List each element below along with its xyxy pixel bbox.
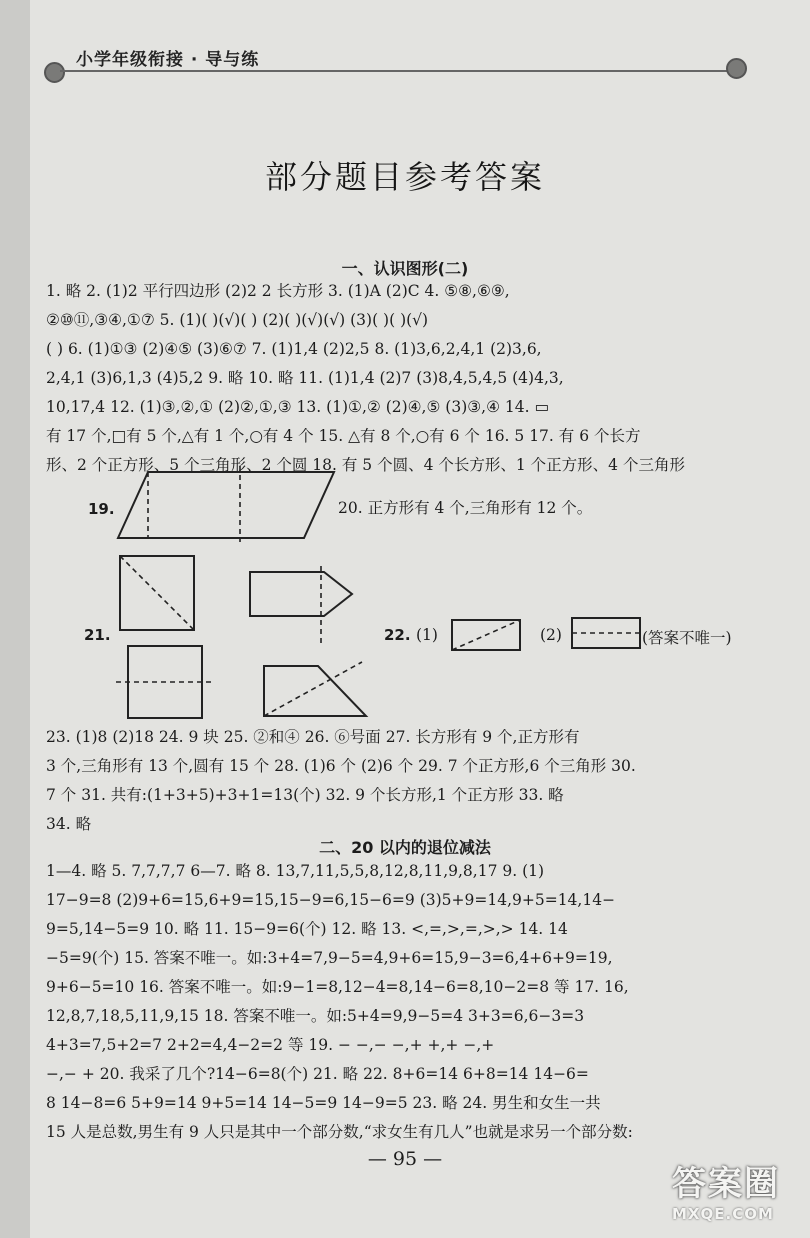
answer-line: 有 17 个,□有 5 个,△有 1 个,○有 4 个 15. △有 8 个,○有 6 个 16. 5 17. 有 6 个长方 [46,427,641,445]
header-book-title: 小学年级衔接 · 导与练 [76,50,260,70]
answer-line: −,− + 20. 我采了几个?14−6=8(个) 21. 略 22. 8+6=14 6+8=14 14−6= [46,1065,589,1083]
q21-square-midline-figure [116,644,216,724]
q20-answer: 20. 正方形有 4 个,三角形有 12 个。 [338,499,593,517]
answer-line: 1. 略 2. (1)2 平行四边形 (2)2 2 长方形 3. (1)A (2)C 4. ⑤⑧,⑥⑨, [46,282,510,300]
answer-line: 17−9=8 (2)9+6=15,6+9=15,15−9=6,15−6=9 (3)5+9=14,9+5=14,14− [46,891,616,909]
watermark-title: 答案圈 [672,1164,780,1204]
section-title-2: 二、20 以内的退位减法 [319,838,491,857]
answer-line: ( ) 6. (1)①③ (2)④⑤ (3)⑥⑦ 7. (1)1,4 (2)2,5 8. (1)3,6,2,4,1 (2)3,6, [46,340,542,358]
q21-label: 21. [84,626,111,644]
answer-line: 9=5,14−5=9 10. 略 11. 15−9=6(个) 12. 略 13. <,=,>,=,>,> 14. 14 [46,920,568,938]
answer-line: 10,17,4 12. (1)③,②,① (2)②,①,③ 13. (1)①,② (2)④,⑤ (3)③,④ 14. ▭ [46,398,550,416]
header-left-dot [44,62,65,83]
answer-line: −5=9(个) 15. 答案不唯一。如:3+4=7,9−5=4,9+6=15,9−3=6,4+6+9=19, [46,949,613,967]
answer-line: 23. (1)8 (2)18 24. 9 块 25. ②和④ 26. ⑥号面 27. 长方形有 9 个,正方形有 [46,728,580,746]
answer-line: 12,8,7,18,5,11,9,15 18. 答案不唯一。如:5+4=9,9−5=4 3+3=6,6−3=3 [46,1007,585,1025]
watermark-logo [672,1156,802,1232]
answer-line: 1—4. 略 5. 7,7,7,7 6—7. 略 8. 13,7,11,5,5,8,12,8,11,9,8,17 9. (1) [46,862,545,880]
answer-line: 4+3=7,5+2=7 2+2=4,4−2=2 等 19. − −,− −,+ +,+ −,+ [46,1036,495,1054]
answer-line: 3 个,三角形有 13 个,圆有 15 个 28. (1)6 个 (2)6 个 29. 7 个正方形,6 个三角形 30. [46,757,636,775]
section-title-1: 一、认识图形(二) [341,259,469,278]
q21-square-diagonal-figure [118,554,198,634]
answer-line: 7 个 31. 共有:(1+3+5)+3+1=13(个) 32. 9 个长方形,1 个正方形 33. 略 [46,786,564,804]
page-title: 部分题目参考答案 [264,158,545,196]
answer-line: 9+6−5=10 16. 答案不唯一。如:9−1=8,12−4=8,14−6=8,10−2=8 等 17. 16, [46,978,629,996]
q22-rectangle-diagonal-figure [450,618,522,652]
header-rule [60,70,736,72]
q22-rectangle-midline-figure [570,616,642,650]
q22-part2: (2) [540,626,562,644]
answer-line: ②⑩⑪,③④,①⑦ 5. (1)( )(√)( ) (2)( )(√)(√) (3)( )( )(√) [46,311,429,329]
q21-arrow-figure [248,566,358,648]
answer-line: 15 人是总数,男生有 9 人只是其中一个部分数,“求女生有几人”也就是求另一个部分数: [46,1123,633,1141]
q22-part1: (1) [416,626,438,644]
q19-label: 19. [88,500,115,518]
header-right-dot [726,58,747,79]
q19-parallelogram-figure [116,466,336,546]
q22-label: 22. [384,626,411,644]
q21-trapezoid-figure [262,660,372,720]
answer-line: 2,4,1 (3)6,1,3 (4)5,2 9. 略 10. 略 11. (1)1,4 (2)7 (3)8,4,5,4,5 (4)4,3, [46,369,564,387]
page-number: — 95 — [367,1148,443,1170]
answer-line: 形、2 个正方形、5 个三角形、2 个圆 18. 有 5 个圆、4 个长方形、1 个正方形、4 个三角形 [46,456,685,474]
answer-line: 8 14−8=6 5+9=14 9+5=14 14−5=9 14−9=5 23. 略 24. 男生和女生一共 [46,1094,601,1112]
q22-note: (答案不唯一) [642,629,732,647]
answer-line: 34. 略 [46,815,92,833]
watermark-url: MXQE.COM [672,1205,774,1223]
